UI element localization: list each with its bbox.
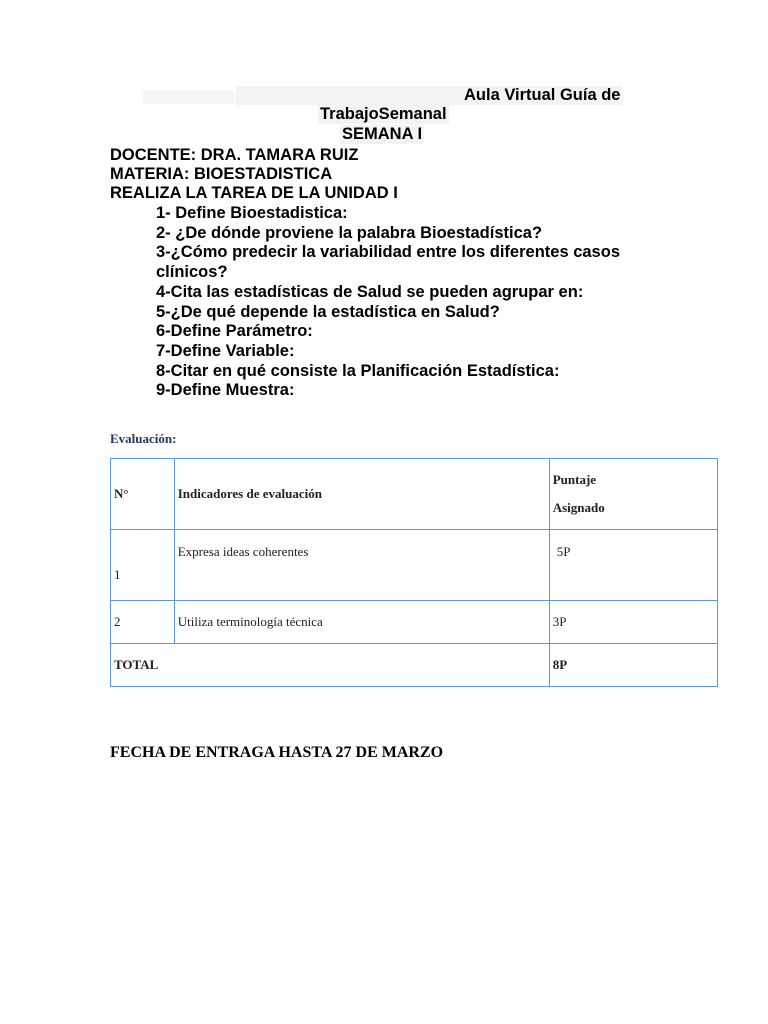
title-highlight-left <box>143 90 235 104</box>
row-number: 2 <box>111 601 175 644</box>
due-date: FECHA DE ENTRAGA HASTA 27 DE MARZO <box>110 744 444 761</box>
header-points-line1: Puntaje <box>552 472 597 487</box>
row-points: 5P <box>549 530 717 601</box>
row-indicator: Expresa ideas coherentes <box>174 530 549 601</box>
question-item: 3-¿Cómo predecir la variabilidad entre los diferentes casos clínicos? <box>156 243 620 282</box>
total-points: 8P <box>549 644 717 687</box>
question-item: 4-Cita las estadísticas de Salud se pueden agrupar en: <box>156 282 584 301</box>
question-list <box>156 204 646 401</box>
question-item: 6-Define Parámetro: <box>156 322 313 341</box>
task-line: REALIZA LA TAREA DE LA UNIDAD I <box>110 184 398 202</box>
document-title: Aula Virtual Guía de <box>464 86 621 104</box>
row-number: 1 <box>111 530 175 601</box>
teacher-line: DOCENTE: DRA. TAMARA RUIZ <box>110 146 359 164</box>
total-label: TOTAL <box>111 644 550 687</box>
title-highlight-middle <box>236 86 462 105</box>
header-number: N° <box>111 459 175 530</box>
row-points: 3P <box>549 601 717 644</box>
table-row <box>111 601 718 644</box>
table-total-row <box>111 644 718 687</box>
header-indicator: Indicadores de evaluación <box>174 459 549 530</box>
evaluation-label: Evaluación: <box>110 431 177 446</box>
question-item: 2- ¿De dónde proviene la palabra Bioestadística? <box>156 223 543 242</box>
header-points <box>549 459 717 530</box>
table-row <box>111 530 718 601</box>
question-item: 1- Define Bioestadistica: <box>156 204 348 222</box>
row-indicator: Utiliza terminología técnica <box>174 601 549 644</box>
question-item: 7-Define Variable: <box>156 341 295 360</box>
document-title-continued: TrabajoSemanal <box>320 105 447 123</box>
question-item: 5-¿De qué depende la estadística en Salud? <box>156 302 500 321</box>
week-label: SEMANA I <box>342 125 423 143</box>
header-points-line2: Asignado <box>552 500 605 515</box>
subject-line: MATERIA: BIOESTADISTICA <box>110 165 333 183</box>
question-item: 9-Define Muestra: <box>156 381 295 400</box>
table-header-row <box>111 459 718 530</box>
question-item: 8-Citar en qué consiste la Planificación Estadística: <box>156 361 560 380</box>
evaluation-table <box>110 458 718 687</box>
